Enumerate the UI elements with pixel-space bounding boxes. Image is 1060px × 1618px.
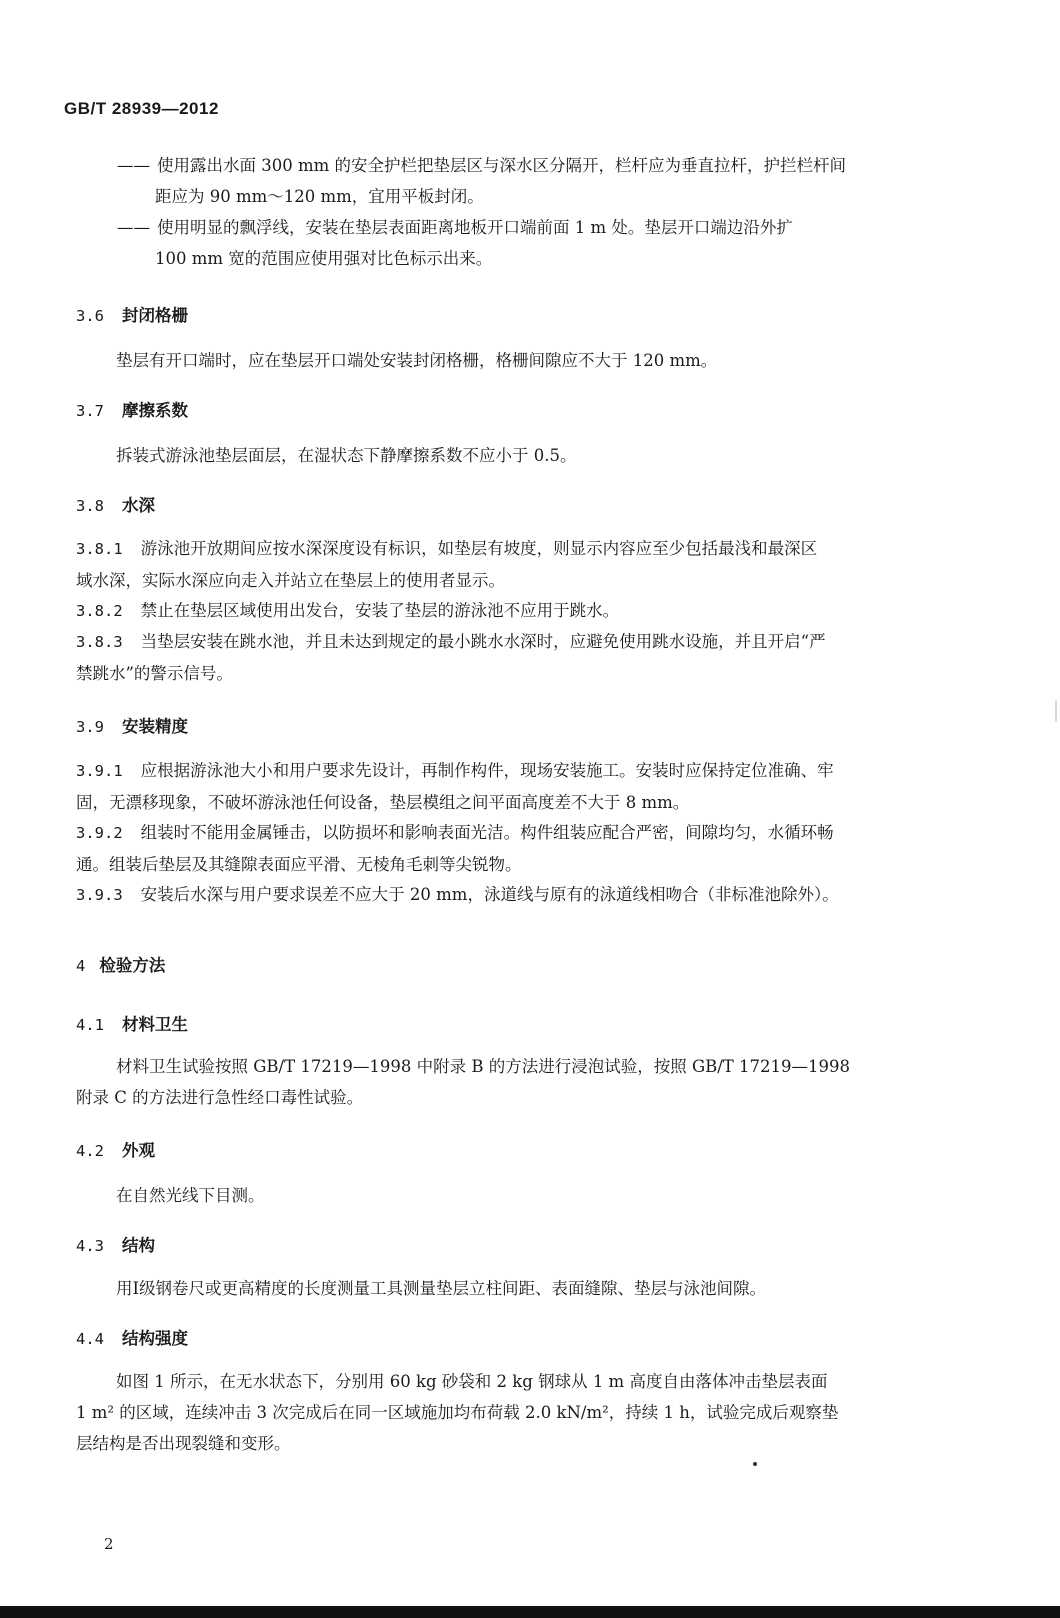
section-heading-3-8: 3.8 水深 [76, 496, 155, 515]
scan-bottom-border [0, 1606, 1060, 1618]
dash-item-railing: —— 使用露出水面 300 mm 的安全护栏把垫层区与深水区分隔开，栏杆应为垂直拉杆，护拦栏杆间 距应为 90 mm～120 mm，宜用平板封闭。 [117, 150, 997, 212]
dash-symbol: —— [117, 156, 150, 175]
section-heading-4-2: 4.2 外观 [76, 1141, 155, 1160]
section-4-3-text: 用Ⅰ级钢卷尺或更高精度的长度测量工具测量垫层立柱间距、表面缝隙、垫层与泳池间隙。 [116, 1279, 767, 1298]
section-4-2-text: 在自然光线下目测。 [116, 1186, 265, 1205]
standard-code-header: GB/T 28939—2012 [64, 99, 219, 118]
chapter-heading-4: 4 检验方法 [76, 956, 166, 975]
section-heading-3-9: 3.9 安装精度 [76, 717, 188, 736]
clause-3-9-2: 3.9.2 组装时不能用金属锤击，以防损坏和影响表面光洁。构件组装应配合严密，间隙均匀，水循环畅 通。组装后垫层及其缝隙表面应平滑、无棱角毛刺等尖锐物。 [76, 823, 834, 874]
clause-3-8-1: 3.8.1 游泳池开放期间应按水深深度设有标识，如垫层有坡度，则显示内容应至少包括最浅和最深区 域水深，实际水深应向走入并站立在垫层上的使用者显示。 [76, 539, 818, 590]
scan-speck [753, 1462, 757, 1466]
section-heading-3-6: 3.6 封闭格栅 [76, 306, 188, 325]
clause-3-9-1: 3.9.1 应根据游泳池大小和用户要求先设计，再制作构件，现场安装施工。安装时应保持定位准确、牢 固，无漂移现象，不破坏游泳池任何设备，垫层模组之间平面高度差不大于 8 mm。 [76, 761, 834, 812]
clause-3-8-3: 3.8.3 当垫层安装在跳水池，并且未达到规定的最小跳水水深时，应避免使用跳水设施，并且开启“严 禁跳水”的警示信号。 [76, 632, 826, 683]
section-heading-4-1: 4.1 材料卫生 [76, 1015, 188, 1034]
clause-3-9-3: 3.9.3 安装后水深与用户要求误差不应大于 20 mm，泳道线与原有的泳道线相吻合（非标准池除外）。 [76, 885, 839, 904]
section-heading-3-7: 3.7 摩擦系数 [76, 401, 188, 420]
section-heading-4-3: 4.3 结构 [76, 1236, 155, 1255]
dash-symbol: —— [117, 218, 150, 237]
scan-edge-mark [1055, 700, 1057, 722]
clause-3-8-2: 3.8.2 禁止在垫层区域使用出发台，安装了垫层的游泳池不应用于跳水。 [76, 601, 620, 620]
page-number: 2 [104, 1535, 114, 1553]
section-4-1-text: 材料卫生试验按照 GB/T 17219—1998 中附录 B 的方法进行浸泡试验，按照 GB/T 17219—1998 附录 C 的方法进行急性经口毒性试验。 [76, 1057, 851, 1107]
section-heading-4-4: 4.4 结构强度 [76, 1329, 188, 1348]
dash-item-float-line: —— 使用明显的飘浮线，安装在垫层表面距离地板开口端前面 1 m 处。垫层开口端边沿外扩 100 mm 宽的范围应使用强对比色标示出来。 [117, 212, 997, 274]
section-3-6-text: 垫层有开口端时，应在垫层开口端处安装封闭格栅，格栅间隙应不大于 120 mm。 [116, 351, 718, 370]
section-4-4-text: 如图 1 所示，在无水状态下，分别用 60 kg 砂袋和 2 kg 钢球从 1 m 高度自由落体冲击垫层表面 1 m² 的区域，连续冲击 3 次完成后在同一区域施加均布荷载 2.0 kN/m²，持续 1 h，试验完成后观察垫 层结构是否出现裂缝和变形。 [76, 1372, 839, 1453]
section-3-7-text: 拆装式游泳池垫层面层，在湿状态下静摩擦系数不应小于 0.5。 [116, 446, 577, 465]
